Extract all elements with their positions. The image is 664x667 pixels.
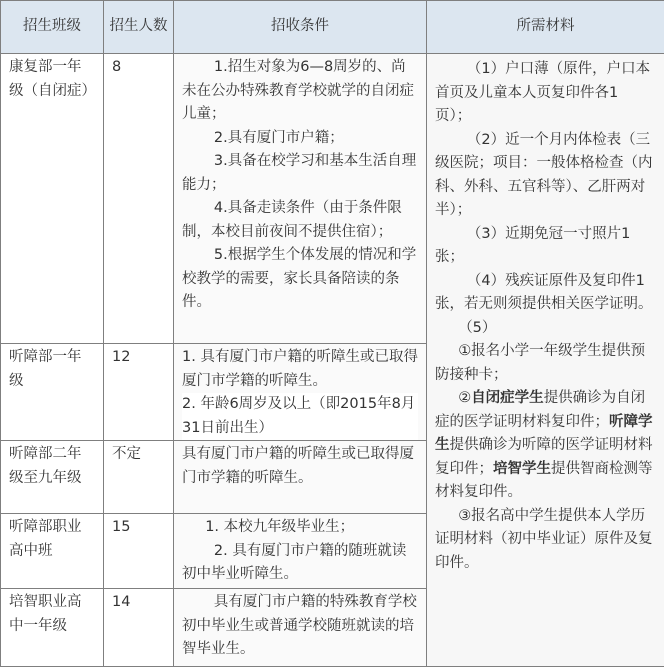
condition-line: 1.招生对象为6—8周岁的、尚未在公办特殊教育学校就学的自闭症儿童； (182, 56, 418, 127)
class-cell: 康复部一年级（自闭症） (1, 54, 104, 344)
condition-line: 具有厦门市户籍的听障生或已取得厦门市学籍的听障生。 (182, 443, 418, 490)
class-cell: 听障部一年级 (1, 344, 104, 441)
material-subitem: ②自闭症学生提供确诊为自闭症的医学证明材料复印件；听障学生提供确诊为听障的医学证明材料复印件；培智学生提供智商检测等材料复印件。 (435, 387, 654, 505)
condition-line: 3.具备在校学习和基本生活自理能力； (182, 150, 418, 197)
header-materials: 所需材料 (427, 1, 664, 54)
condition-line: 2. 具有厦门市户籍的随班就读初中毕业听障生。 (182, 540, 418, 587)
class-cell: 培智职业高中一年级 (1, 589, 104, 667)
header-count: 招生人数 (104, 1, 174, 54)
condition-line: 2.具有厦门市户籍； (182, 127, 418, 151)
conditions-cell (174, 514, 427, 589)
condition-line: 4.具备走读条件（由于条件限制，本校目前夜间不提供住宿）； (182, 197, 418, 244)
conditions-cell (174, 441, 427, 514)
intellect-label: 培智学生 (493, 461, 551, 477)
material-subitem: ③报名高中学生提供本人学历证明材料（初中毕业证）原件及复印件。 (435, 505, 654, 576)
header-class: 招生班级 (1, 1, 104, 54)
class-cell: 听障部二年级至九年级 (1, 441, 104, 514)
header-row (1, 1, 664, 54)
material-item: （4）残疾证原件及复印件1张，若无则须提供相关医学证明。 (435, 270, 654, 317)
materials-cell (427, 54, 664, 667)
condition-line: 1. 具有厦门市户籍的听障生或已取得厦门市学籍的听障生。 (182, 346, 418, 393)
condition-line: 5.根据学生个体发展的情况和学校教学的需要，家长具备陪读的条件。 (182, 244, 418, 315)
condition-line: 1. 本校九年级毕业生； (182, 516, 418, 540)
material-item: （5） (435, 317, 654, 341)
conditions-cell (174, 344, 427, 441)
material-item: （2）近一个月内体检表（三级医院；项目：一般体格检查（内科、外科、五官科等）、乙肝两对半）； (435, 129, 654, 223)
material-item: （3）近期免冠一寸照片1张； (435, 223, 654, 270)
count-cell: 8 (104, 54, 174, 344)
condition-line: 具有厦门市户籍的特殊教育学校初中毕业生或普通学校随班就读的培智毕业生。 (182, 591, 418, 662)
count-cell: 12 (104, 344, 174, 441)
material-item: （1）户口薄（原件，户口本首页及儿童本人页复印件各1页）； (435, 58, 654, 129)
header-conditions: 招收条件 (174, 1, 427, 54)
class-cell: 听障部职业高中班 (1, 514, 104, 589)
material-subitem: ①报名小学一年级学生提供预防接种卡； (435, 340, 654, 387)
table-row (1, 54, 664, 344)
count-cell: 14 (104, 589, 174, 667)
conditions-cell (174, 589, 427, 667)
conditions-cell (174, 54, 427, 344)
condition-line: 2. 年龄6周岁及以上（即2015年8月31日前出生） (182, 393, 418, 440)
hearing-label: 听障学生 (435, 414, 653, 454)
autism-label: 自闭症学生 (471, 390, 544, 406)
count-cell: 不定 (104, 441, 174, 514)
count-cell: 15 (104, 514, 174, 589)
